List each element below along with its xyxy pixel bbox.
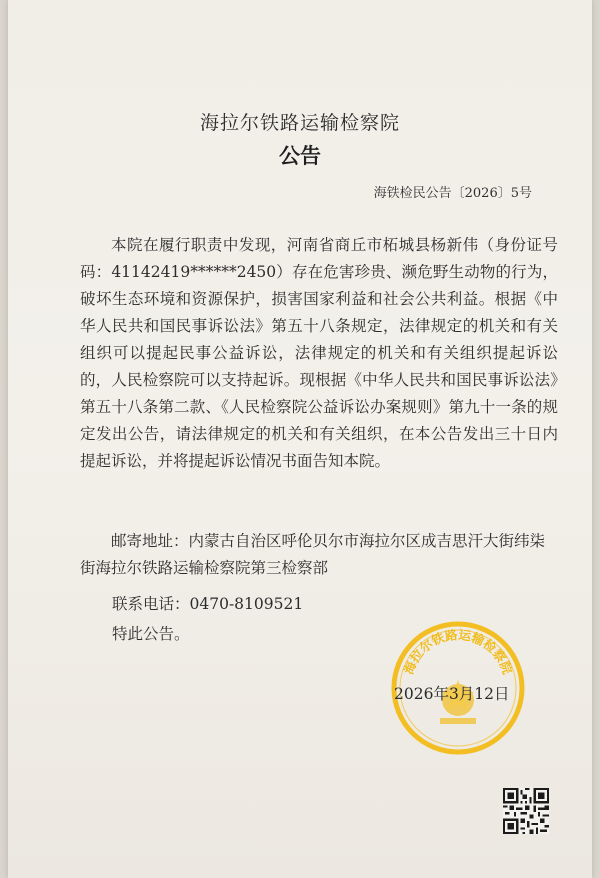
document-page [8, 0, 592, 878]
qr-code-icon [503, 788, 549, 834]
notice-title: 公告 [279, 143, 321, 168]
contact-phone: 联系电话：0470-8109521 [112, 595, 304, 613]
organization-title: 海拉尔铁路运输检察院 [199, 112, 400, 134]
seal-arc-text: 海拉尔铁路运输检察院 [400, 627, 516, 677]
issue-date: 2026年3月12日 [394, 685, 510, 703]
closing-text: 特此公告。 [112, 625, 190, 643]
svg-text:海拉尔铁路运输检察院 [401, 627, 516, 677]
document-number: 海铁检民公告〔2026〕5号 [373, 186, 532, 201]
mailing-address: 邮寄地址：内蒙古自治区呼伦贝尔市海拉尔区成吉思汗大街纬柒街海拉尔铁路运输检察院第三检察部 [80, 532, 546, 577]
notice-body: 本院在履行职责中发现，河南省商丘市柘城县杨新伟（身份证号码：41142419******2450）存在危害珍贵、濒危野生动物的行为，破坏生态环境和资源保护，损害国家利益和社会公共利益。根据《中华人民共和国民事诉讼法》第五十八条规定，法律规定的机关和有关组织可以提起民事公益诉讼，法律规定的机关和有关组织提起诉讼的，人民检察院可以支持起诉。现根据《中华人民共和国民事诉讼法》第五十八条第二款、《人民检察院公益诉讼办案规则》第九十一条的规定发出公告，请法律规定的机关和有关组织，在本公告发出三十日内提起诉讼，并将提起诉讼情况书面告知本院。 [80, 236, 558, 470]
